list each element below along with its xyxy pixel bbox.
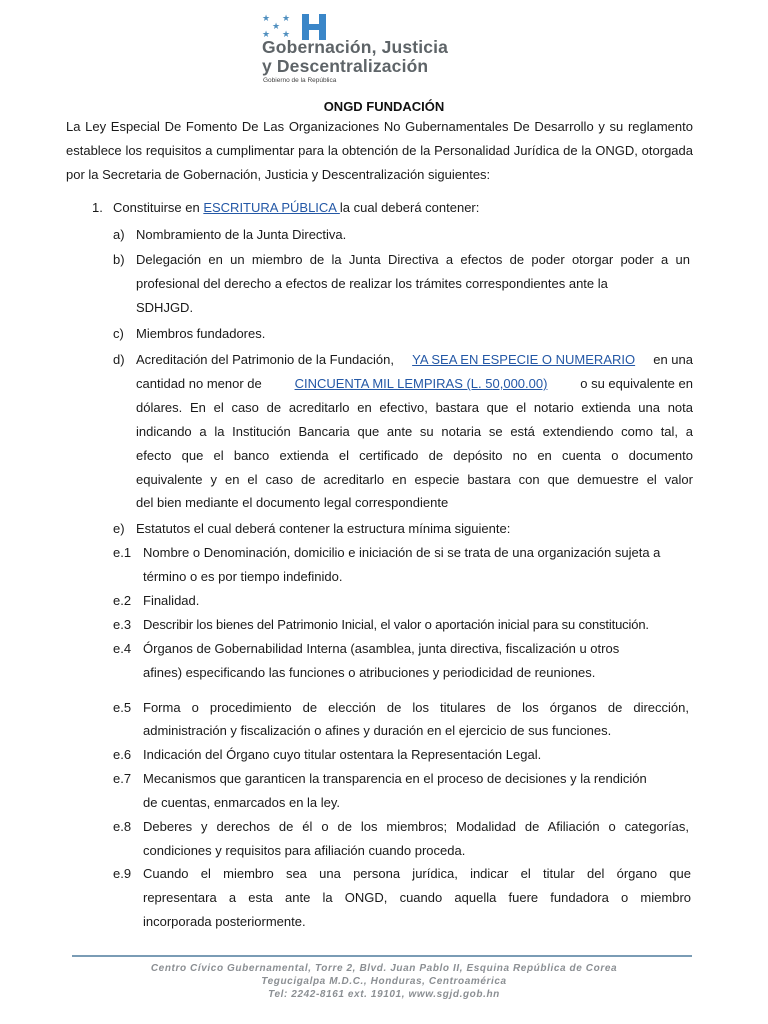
cincuenta-mil-link[interactable]: CINCUENTA MIL LEMPIRAS (L. 50,000.00) [294, 376, 548, 391]
stars-icon: ★ ★ ★ ★ ★ [262, 13, 291, 39]
item-d-line1-post: en una [653, 352, 693, 367]
item-a-label: a) [113, 227, 125, 242]
item-e-text: Estatutos el cual deberá contener la estructura mínima siguiente: [136, 521, 511, 536]
item-e5-line2: administración y fiscalización o afines y duración en el ejercicio de sus funciones. [143, 723, 612, 738]
footer-contact: Tel: 2242-8161 ext. 19101, www.sgjd.gob.hn [268, 989, 500, 1000]
document-title: ONGD FUNDACIÓN [323, 99, 445, 114]
item-d-line2-pre: cantidad no menor de [136, 376, 262, 391]
item-e9-line3: incorporada posteriormente. [143, 914, 306, 929]
item-e4-line2: afines) especificando las funciones o atribuciones y periodicidad de reuniones. [143, 665, 596, 680]
item-e8-label: e.8 [113, 819, 132, 834]
item-e9-line2: representara a esta ante la ONGD, cuando aquella fuere fundadora o miembro [143, 890, 691, 905]
item-e5-label: e.5 [113, 700, 132, 715]
item-d-line1 [136, 352, 693, 368]
escritura-publica-link[interactable]: ESCRITURA PÚBLICA [203, 200, 340, 215]
item-d-line3: dólares. En el caso de acreditarlo en efectivo, bastara que el notario extienda una nota [136, 400, 693, 415]
item-e7-line2: de cuentas, enmarcados en la ley. [143, 795, 341, 810]
item-e1-line2: término o es por tiempo indefinido. [143, 569, 343, 584]
item-e1-line1: Nombre o Denominación, domicilio e iniciación de si se trata de una organización sujeta a [143, 545, 661, 560]
item-c-text: Miembros fundadores. [136, 326, 266, 341]
institution-logo [262, 14, 522, 84]
item-d-line2-post: o su equivalente en [580, 376, 693, 391]
item-e-label: e) [113, 521, 125, 536]
item-b-line2: profesional del derecho a efectos de realizar los trámites correspondientes ante la [136, 276, 608, 291]
intro-paragraph: La Ley Especial De Fomento De Las Organizaciones No Gubernamentales De Desarrollo y su reglamento establece los requisitos a cumplimentar para la obtención de la Personalidad Jurídica de la ONGD, otorgada por la Secretaria de Gobernación, Justicia y Descentralización siguientes: [66, 119, 693, 182]
item-e2-label: e.2 [113, 593, 132, 608]
item-e9-line1: Cuando el miembro sea una persona jurídica, indicar el titular del órgano que [143, 866, 691, 881]
especie-numerario-link[interactable]: YA SEA EN ESPECIE O NUMERARIO [412, 352, 636, 367]
item-e2-line1: Finalidad. [143, 593, 200, 608]
footer-address: Centro Cívico Gubernamental, Torre 2, Blvd. Juan Pablo II, Esquina República de Corea [150, 963, 618, 974]
item-e6-line1: Indicación del Órgano cuyo titular ostentara la Representación Legal. [143, 747, 542, 762]
item-d-line5: efecto que el banco extienda el certificado de depósito no en cuenta o documento [136, 448, 693, 463]
item-d-line1-pre: Acreditación del Patrimonio de la Fundación, [136, 352, 394, 367]
item-b-line3: SDHJGD. [136, 300, 194, 315]
item-b-line1: Delegación en un miembro de la Junta Directiva a efectos de poder otorgar poder a un [136, 252, 690, 267]
item-e8-line2: condiciones y requisitos para afiliación cuando proceda. [143, 843, 466, 858]
item-d-line6: equivalente y en el caso de acreditarlo en especie bastara con que demuestre el valor [136, 472, 693, 487]
item-e3-label: e.3 [113, 617, 132, 632]
item-d-line7: del bien mediante el documento legal correspondiente [136, 495, 449, 510]
item-e3-line1: Describir los bienes del Patrimonio Inicial, el valor o aportación inicial para su constitución. [143, 617, 649, 632]
item-e7-label: e.7 [113, 771, 132, 786]
item-a-text: Nombramiento de la Junta Directiva. [136, 227, 347, 242]
item-e4-label: e.4 [113, 641, 132, 656]
item-e1-label: e.1 [113, 545, 132, 560]
logo-tagline: Gobierno de la República [263, 77, 337, 84]
item-e7-line1: Mecanismos que garanticen la transparencia en el proceso de decisiones y la rendición [143, 771, 647, 786]
item-1-text [113, 200, 479, 216]
item-1-pre: Constituirse en [113, 200, 204, 215]
item-e9-label: e.9 [113, 866, 132, 881]
item-d-label: d) [113, 352, 125, 367]
item-e8-line1: Deberes y derechos de él o de los miembros; Modalidad de Afiliación o categorías, [143, 819, 689, 834]
item-e6-label: e.6 [113, 747, 132, 762]
item-d-line4: indicando a la Institución Bancaria que ante su notaria se está extendiendo como tal, a [136, 424, 693, 439]
item-e4-line1: Órganos de Gobernabilidad Interna (asamblea, junta directiva, fiscalización u otros [143, 641, 620, 656]
item-1-post: la cual deberá contener: [339, 200, 480, 215]
footer-city: Tegucigalpa M.D.C., Honduras, Centroamérica [261, 976, 507, 987]
footer-divider [72, 955, 692, 957]
org-name-line1: Gobernación, Justicia [262, 37, 448, 57]
item-1-number: 1. [92, 200, 103, 215]
item-c-label: c) [113, 326, 124, 341]
org-name-line2: y Descentralización [262, 56, 429, 76]
item-d-line2 [136, 376, 693, 392]
item-b-label: b) [113, 252, 125, 267]
item-e5-line1: Forma o procedimiento de elección de los titulares de los órganos de dirección, [143, 700, 689, 715]
